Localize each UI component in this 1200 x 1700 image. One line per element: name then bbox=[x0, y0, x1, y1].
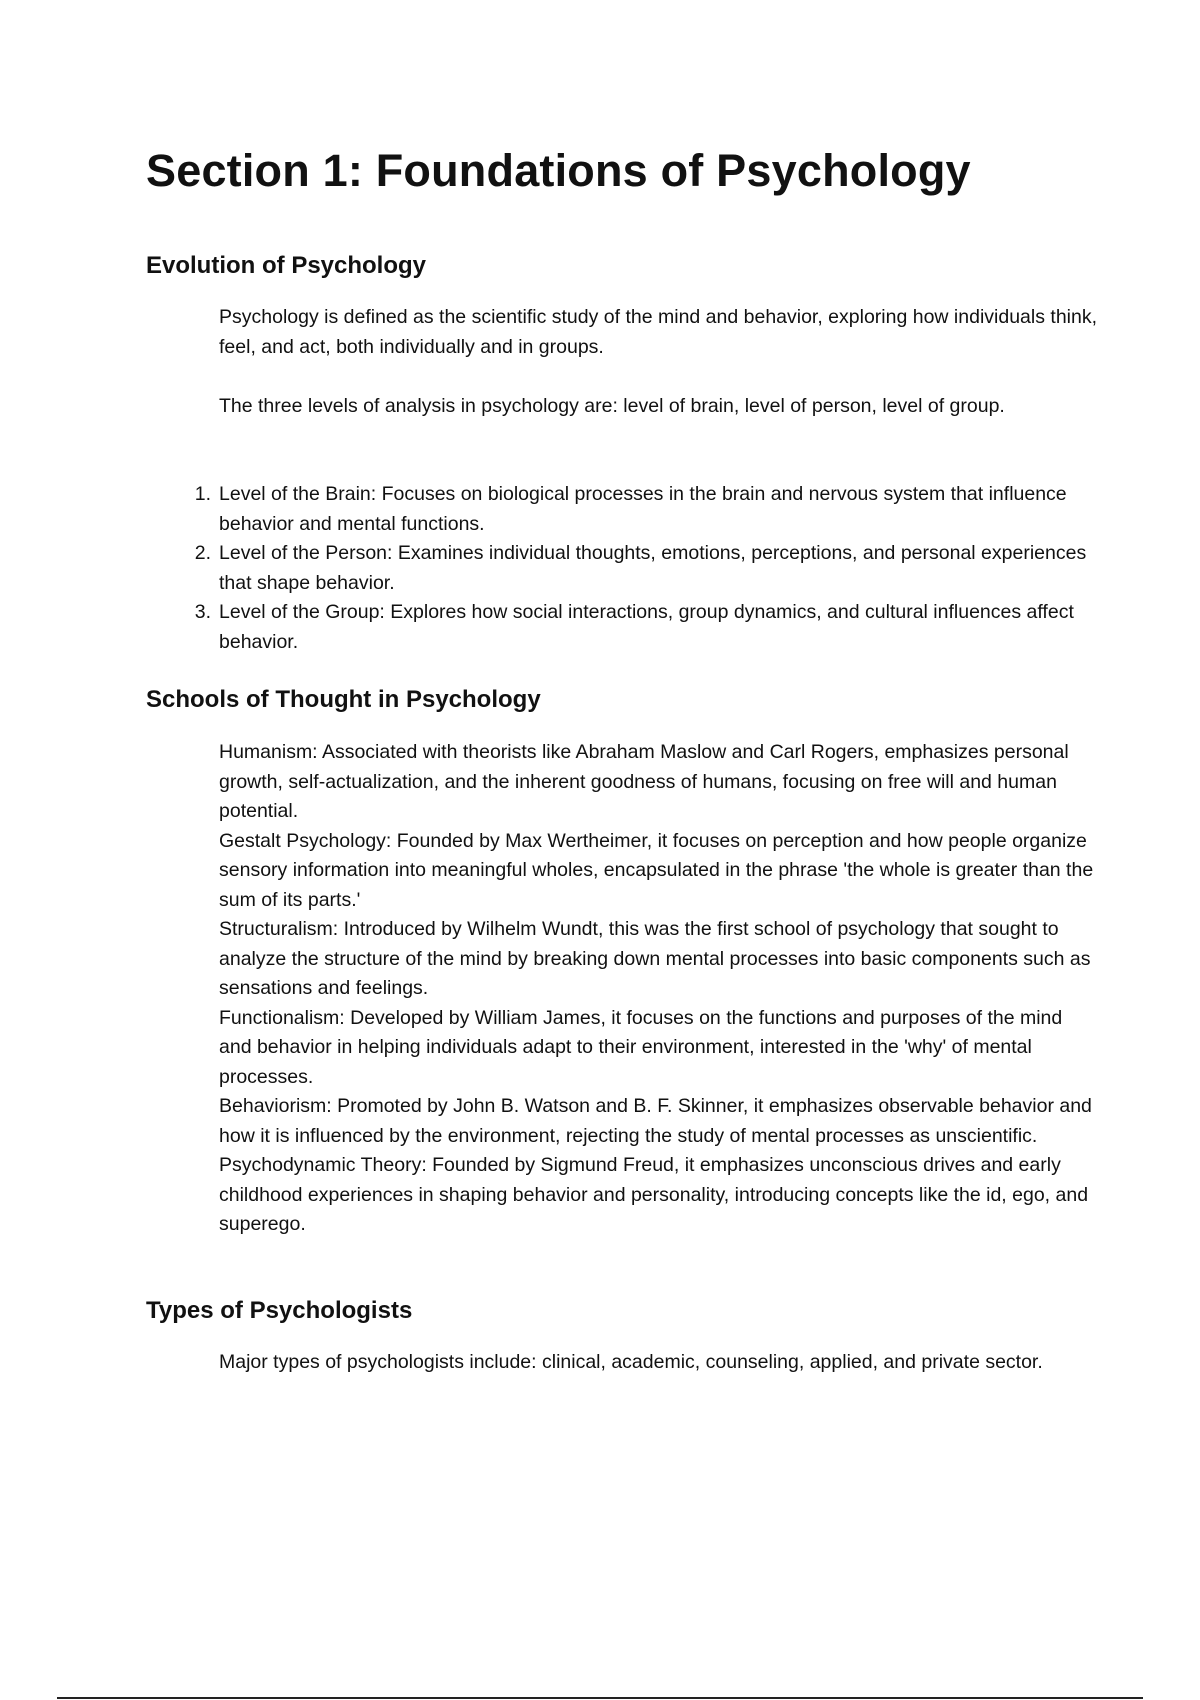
school-behaviorism: Behaviorism: Promoted by John B. Watson and B. F. Skinner, it emphasizes observable behavior and how it is influenced by the environment, rejecting the study of mental processes as unscientific. bbox=[219, 1095, 1092, 1147]
schools-list bbox=[219, 738, 1099, 1240]
list-item-text: Level of the Person: Examines individual thoughts, emotions, perceptions, and personal experiences that shape behavior. bbox=[219, 542, 1087, 594]
school-humanism: Humanism: Associated with theorists like Abraham Maslow and Carl Rogers, emphasizes personal growth, self-actualization, and the inherent goodness of humans, focusing on free will and human potential. bbox=[219, 741, 1069, 822]
types-paragraph: Major types of psychologists include: clinical, academic, counseling, applied, and private sector. bbox=[219, 1351, 1043, 1373]
school-structuralism: Structuralism: Introduced by Wilhelm Wundt, this was the first school of psychology that sought to analyze the structure of the mind by breaking down mental processes into basic components such as sensations and feelings. bbox=[219, 918, 1091, 999]
evolution-paragraph-definition: Psychology is defined as the scientific study of the mind and behavior, exploring how individuals think, feel, and act, both individually and in groups. bbox=[219, 306, 1098, 358]
school-psychodynamic: Psychodynamic Theory: Founded by Sigmund Freud, it emphasizes unconscious drives and early childhood experiences in shaping behavior and personality, introducing concepts like the id, ego, and superego. bbox=[219, 1154, 1089, 1235]
list-item-text: Level of the Group: Explores how social interactions, group dynamics, and cultural influences affect behavior. bbox=[219, 601, 1074, 653]
list-item bbox=[194, 598, 1099, 657]
page-title: Section 1: Foundations of Psychology bbox=[146, 145, 971, 196]
list-number: 1. bbox=[194, 483, 211, 505]
list-item bbox=[194, 539, 1099, 598]
list-item-text: Level of the Brain: Focuses on biological processes in the brain and nervous system that influence behavior and mental functions. bbox=[219, 483, 1067, 535]
list-item bbox=[194, 480, 1099, 539]
heading-schools: Schools of Thought in Psychology bbox=[146, 686, 541, 713]
types-text-block bbox=[219, 1348, 1099, 1378]
heading-types: Types of Psychologists bbox=[146, 1297, 413, 1324]
evolution-paragraph-levels: The three levels of analysis in psychology are: level of brain, level of person, level of group. bbox=[219, 394, 1005, 417]
list-number: 3. bbox=[194, 601, 211, 623]
footer-divider bbox=[57, 1697, 1143, 1699]
list-number: 2. bbox=[194, 542, 211, 564]
school-functionalism: Functionalism: Developed by William James, it focuses on the functions and purposes of the mind and behavior in helping individuals adapt to their environment, interested in the 'why' of mental processes. bbox=[219, 1006, 1063, 1088]
evolution-intro bbox=[219, 303, 1099, 421]
school-gestalt: Gestalt Psychology: Founded by Max Wertheimer, it focuses on perception and how people organize sensory information into meaningful wholes, encapsulated in the phrase 'the whole is greater than the sum of its parts.' bbox=[219, 829, 1094, 911]
heading-evolution: Evolution of Psychology bbox=[146, 252, 427, 279]
levels-list bbox=[194, 480, 1099, 657]
